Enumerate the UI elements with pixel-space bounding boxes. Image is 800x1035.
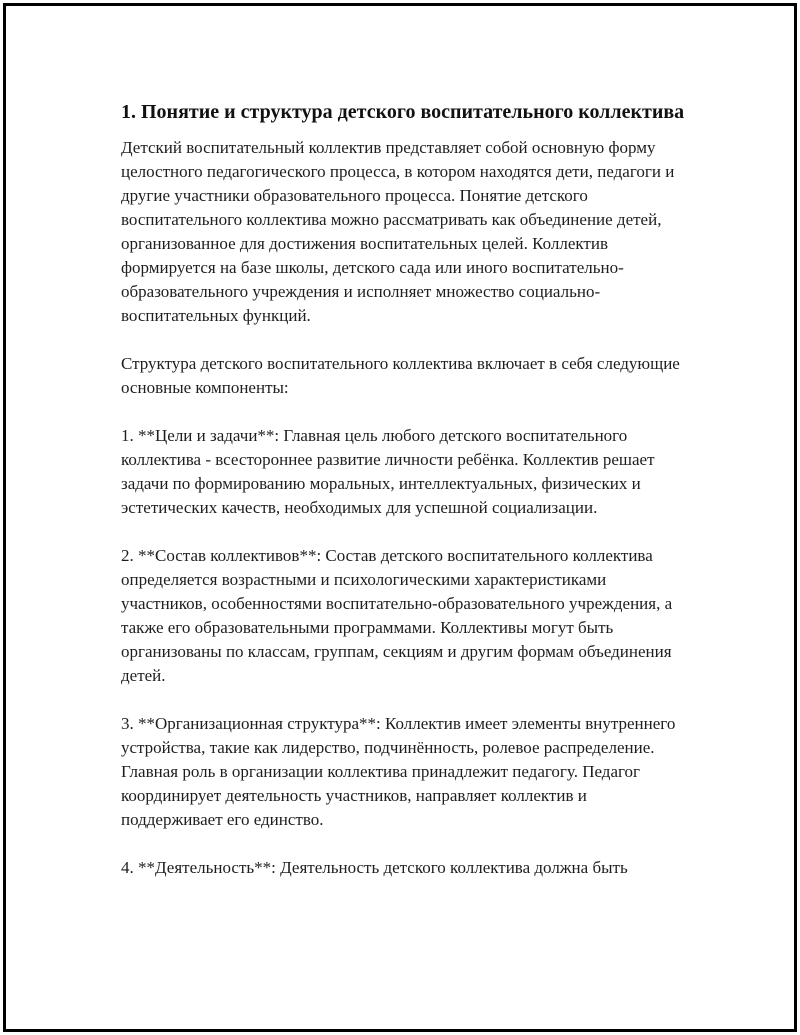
- document-body: [121, 99, 691, 880]
- paragraph-structure-intro: Структура детского воспитательного коллектива включает в себя следующие основные компоненты:: [121, 354, 680, 397]
- paragraph-intro: Детский воспитательный коллектив представляет собой основную форму целостного педагогического процесса, в котором находятся дети, педагоги и другие участники образовательного процесса. Понятие детского воспитательного коллектива можно рассматривать как объединение детей, организованное для достижения воспитательных целей. Коллектив формируется на базе школы, детского сада или иного воспитательно-образовательного учреждения и исполняет множество социально-воспитательных функций.: [121, 138, 675, 325]
- list-item-activity: 4. **Деятельность**: Деятельность детского коллектива должна быть: [121, 858, 628, 877]
- section-title: 1. Понятие и структура детского воспитательного коллектива: [121, 101, 685, 123]
- list-item-organization: 3. **Организационная структура**: Коллектив имеет элементы внутреннего устройства, такие как лидерство, подчинённость, ролевое распределение. Главная роль в организации коллектива принадлежит педагогу. Педагог координирует деятельность участников, направляет коллектив и поддерживает его единство.: [121, 714, 676, 829]
- document-page: [3, 3, 797, 1032]
- list-item-goals: 1. **Цели и задачи**: Главная цель любого детского воспитательного коллектива - всестороннее развитие личности ребёнка. Коллектив решает задачи по формированию моральных, интеллектуальных, физических и эстетических качеств, необходимых для успешной социализации.: [121, 426, 655, 517]
- list-item-composition: 2. **Состав коллективов**: Состав детского воспитательного коллектива определяется возрастными и психологическими характеристиками участников, особенностями воспитательно-образовательного учреждения, а также его образовательными программами. Коллективы могут быть организованы по классам, группам, секциям и другим формам объединения детей.: [121, 546, 673, 685]
